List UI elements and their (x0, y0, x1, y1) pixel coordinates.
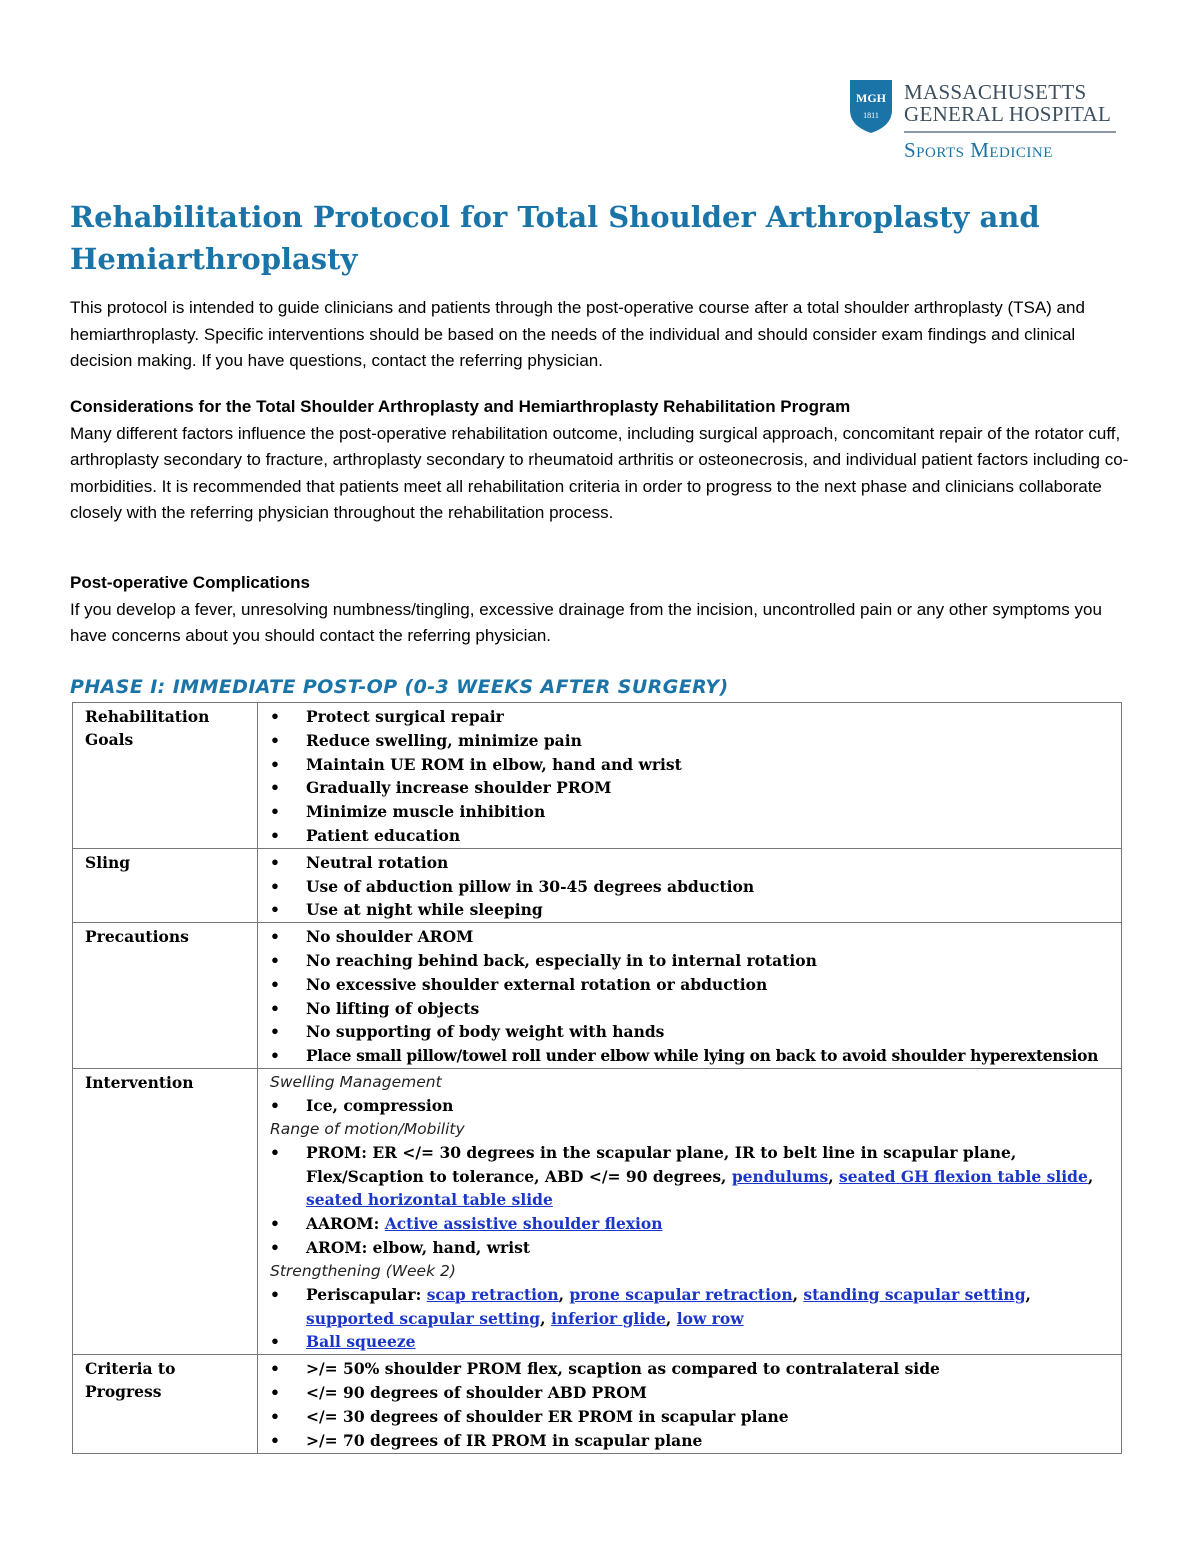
active-assistive-shoulder-flexion-link[interactable]: Active assistive shoulder flexion (384, 1214, 663, 1234)
complications-section (70, 570, 1130, 650)
swelling-subheading: Swelling Management (270, 1072, 442, 1091)
considerations-heading: Considerations for the Total Shoulder Arthroplasty and Hemiarthroplasty Rehabilitation Program (70, 397, 851, 416)
list-item: • </= 30 degrees of shoulder ER PROM in scapular plane (270, 1405, 1115, 1429)
periscapular-item: • Periscapular: scap retraction, prone scapular retraction, standing scapular setting, supported scapular setting, inferior glide, low row (270, 1283, 1115, 1331)
list-item: • Place small pillow/towel roll under elbow while lying on back to avoid shoulder hyperextension (270, 1044, 1115, 1068)
low-row-link[interactable]: low row (676, 1308, 744, 1328)
table-row (73, 923, 1122, 1069)
list-item: • Neutral rotation (270, 851, 1115, 875)
logo-line-2: GENERAL HOSPITAL (904, 102, 1112, 126)
supported-scapular-setting-link[interactable]: supported scapular setting (306, 1308, 541, 1328)
precautions-label: Precautions (73, 923, 258, 1069)
list-item: • No excessive shoulder external rotation or abduction (270, 973, 1115, 997)
intro-paragraph: This protocol is intended to guide clinicians and patients through the post-operative course after a total shoulder arthroplasty (TSA) and hemiarthroplasty. Specific interventions should be based on the needs of the individual and should consider exam findings and clinical decision making. If you have questions, contact the referring physician. (70, 298, 1085, 370)
ball-squeeze-item (270, 1330, 1115, 1354)
list-item: • Ice, compression (270, 1094, 1115, 1118)
list-item: • No lifting of objects (270, 997, 1115, 1021)
goals-label: Rehabilitation Goals (73, 703, 258, 849)
inferior-glide-link[interactable]: inferior glide (550, 1308, 666, 1328)
logo-sports-medicine: Sports Medicine (904, 138, 1053, 162)
considerations-text: Many different factors influence the post-operative rehabilitation outcome, including surgical approach, concomitant repair of the rotator cuff, arthroplasty secondary to fracture, arthroplasty secondary to rheumatoid arthritis or osteonecrosis, and individual patient factors including co-morbidities. It is recommended that patients meet all rehabilitation criteria in order to progress to the next phase and clinicians collaborate closely with the referring physician throughout the rehabilitation process. (70, 423, 1129, 522)
list-item: • Patient education (270, 824, 1115, 848)
logo-divider (904, 131, 1116, 133)
ball-squeeze-link[interactable]: Ball squeeze (306, 1332, 416, 1352)
prom-item: • PROM: ER </= 30 degrees in the scapular plane, IR to belt line in scapular plane, Flex/Scaption to tolerance, ABD </= 90 degrees, pendulums, seated GH flexion table slide, seated horizontal table slide (270, 1141, 1115, 1212)
rom-subheading: Range of motion/Mobility (270, 1119, 465, 1138)
shield-year: 1811 (863, 111, 879, 120)
list-item: • Protect surgical repair (270, 705, 1115, 729)
list-item: • >/= 50% shoulder PROM flex, scaption as compared to contralateral side (270, 1357, 1115, 1381)
mgh-shield-icon (848, 78, 894, 134)
phase-1-table (72, 702, 1122, 1454)
phase-1-heading: PHASE I: IMMEDIATE POST-OP (0-3 WEEKS AFTER SURGERY) (70, 676, 729, 698)
shield-text: MGH (856, 91, 886, 105)
list-item: • Use of abduction pillow in 30-45 degrees abduction (270, 875, 1115, 899)
scap-retraction-link[interactable]: scap retraction (426, 1284, 559, 1304)
list-item: • Gradually increase shoulder PROM (270, 776, 1115, 800)
table-row (73, 703, 1122, 849)
aarom-item: • AAROM: Active assistive shoulder flexion (270, 1212, 1115, 1236)
complications-text: If you develop a fever, unresolving numbness/tingling, excessive drainage from the incision, uncontrolled pain or any other symptoms you have concerns about you should contact the referring physician. (70, 599, 1102, 645)
list-item: • No shoulder AROM (270, 925, 1115, 949)
arom-item: • AROM: elbow, hand, wrist (270, 1236, 1115, 1260)
sling-label: Sling (73, 848, 258, 922)
seated-horizontal-table-slide-link[interactable]: seated horizontal table slide (306, 1190, 553, 1210)
logo-line-1: MASSACHUSETTS (904, 80, 1087, 104)
precautions-list (270, 925, 1115, 1068)
seated-gh-flexion-table-slide-link[interactable]: seated GH flexion table slide (839, 1166, 1088, 1186)
goals-list (270, 705, 1115, 848)
list-item: • Minimize muscle inhibition (270, 800, 1115, 824)
sling-list (270, 851, 1115, 922)
criteria-list (270, 1357, 1115, 1453)
prone-scapular-retraction-link[interactable]: prone scapular retraction (569, 1284, 793, 1304)
pendulums-link[interactable]: pendulums (731, 1166, 829, 1186)
list-item: • Maintain UE ROM in elbow, hand and wrist (270, 753, 1115, 777)
page-title: Rehabilitation Protocol for Total Shoulder Arthroplasty and Hemiarthroplasty (70, 200, 1040, 276)
strengthening-subheading: Strengthening (Week 2) (270, 1261, 456, 1280)
mgh-logo (848, 78, 1118, 164)
standing-scapular-setting-link[interactable]: standing scapular setting (803, 1284, 1026, 1304)
considerations-section (70, 394, 1130, 527)
criteria-label: Criteria to Progress (73, 1355, 258, 1454)
list-item: • Use at night while sleeping (270, 898, 1115, 922)
table-row (73, 848, 1122, 922)
list-item: • No supporting of body weight with hands (270, 1020, 1115, 1044)
complications-heading: Post-operative Complications (70, 573, 310, 592)
list-item: • >/= 70 degrees of IR PROM in scapular plane (270, 1429, 1115, 1453)
list-item: • </= 90 degrees of shoulder ABD PROM (270, 1381, 1115, 1405)
intervention-label: Intervention (73, 1068, 258, 1354)
table-row (73, 1355, 1122, 1454)
list-item: • No reaching behind back, especially in to internal rotation (270, 949, 1115, 973)
list-item: • Reduce swelling, minimize pain (270, 729, 1115, 753)
table-row (73, 1068, 1122, 1354)
